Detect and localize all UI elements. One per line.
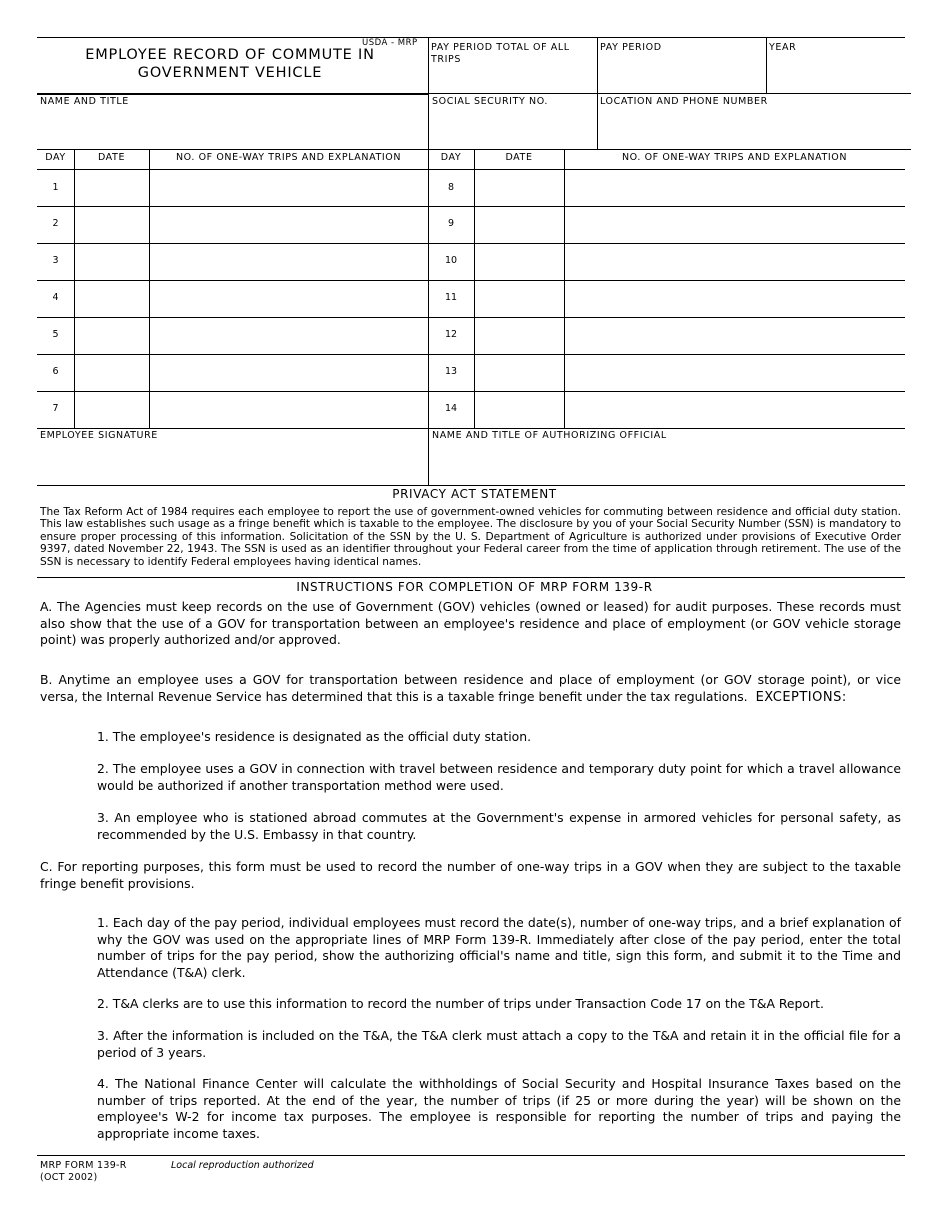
date-field[interactable] <box>475 392 563 427</box>
day-number: 9 <box>447 218 455 229</box>
instruction-para-b <box>40 672 901 706</box>
pay-period-field[interactable] <box>598 56 765 92</box>
day-number: 7 <box>52 403 59 414</box>
instruction-para-b-text: B. Anytime an employee uses a GOV for transportation between residence and place of employment (or GOV storage point), or vice versa, the Internal Revenue Service has determined that this is a taxable fringe benefit under the tax regulations. <box>40 672 901 704</box>
date-field[interactable] <box>75 355 148 390</box>
form-number <box>40 1160 127 1184</box>
date-field[interactable] <box>75 244 148 279</box>
name-title-label: NAME AND TITLE <box>40 96 129 107</box>
trips-field[interactable] <box>150 244 427 279</box>
date-field[interactable] <box>475 318 563 353</box>
pay-period-label: PAY PERIOD <box>600 42 662 53</box>
day-number: 11 <box>444 292 458 303</box>
instruction-step: 1. Each day of the pay period, individual employees must record the date(s), number of one-way trips, and a brief explanation of why the GOV was used on the appropriate lines of MRP Form 139-R. Immediately after close of the pay period, enter the total number of trips for the pay period, show the authorizing official's name and title, sign this form, and submit it to the Time and Attendance (T&A) clerk. <box>97 915 901 980</box>
form-date: (OCT 2002) <box>40 1172 98 1183</box>
date-field[interactable] <box>475 170 563 205</box>
trips-field[interactable] <box>565 392 904 427</box>
day-number: 14 <box>444 403 458 414</box>
location-phone-field[interactable] <box>598 110 904 148</box>
date-field[interactable] <box>75 392 148 427</box>
day-number: 5 <box>52 329 59 340</box>
trips-field[interactable] <box>565 318 904 353</box>
day-number: 3 <box>52 255 59 266</box>
agency-code: USDA - MRP <box>362 38 418 48</box>
trips-field[interactable] <box>150 355 427 390</box>
trips-field[interactable] <box>565 355 904 390</box>
trips-field[interactable] <box>565 244 904 279</box>
date-field[interactable] <box>75 207 148 242</box>
exception-item: 2. The employee uses a GOV in connection with travel between residence and temporary duty point for which a travel allowance would be authorized if another transportation method were used. <box>97 761 901 793</box>
day-number: 12 <box>444 329 458 340</box>
exception-item: 3. An employee who is stationed abroad commutes at the Government's expense in armored vehicles for personal safety, as recommended by the U.S. Embassy in that country. <box>97 810 901 842</box>
pay-period-total-label: PAY PERIOD TOTAL OF ALL TRIPS <box>431 42 570 65</box>
col-header-date-left: DATE <box>97 152 126 163</box>
trips-field[interactable] <box>565 281 904 316</box>
instruction-para-a: A. The Agencies must keep records on the use of Government (GOV) vehicles (owned or leased) for audit purposes. These records must also show that the use of a GOV for transportation between an employee's residence and place of employment (or GOV vehicle storage point) was properly authorized and/or approved. <box>40 599 901 647</box>
col-header-day-right: DAY <box>440 152 462 163</box>
instruction-step: 3. After the information is included on the T&A, the T&A clerk must attach a copy to the T&A and retain it in the official file for a period of 3 years. <box>97 1028 901 1060</box>
date-field[interactable] <box>475 281 563 316</box>
ssn-field[interactable] <box>429 110 596 148</box>
date-field[interactable] <box>475 244 563 279</box>
day-number: 2 <box>52 218 59 229</box>
instruction-step: 4. The National Finance Center will calculate the withholdings of Social Security and Hospital Insurance Taxes based on the number of trips reported. At the end of the year, the number of trips (if 25 or more during the year) will be shown on the employee's W-2 for income tax purposes. The employee is responsible for reporting the number of trips and paying the appropriate income taxes. <box>97 1076 901 1141</box>
date-field[interactable] <box>75 318 148 353</box>
trips-field[interactable] <box>150 281 427 316</box>
employee-signature-field[interactable] <box>38 444 427 484</box>
col-header-trips-left: NO. OF ONE-WAY TRIPS AND EXPLANATION <box>175 152 402 163</box>
year-field[interactable] <box>767 56 904 92</box>
date-field[interactable] <box>475 207 563 242</box>
exceptions-label: EXCEPTIONS: <box>755 689 847 705</box>
col-header-day-left: DAY <box>45 152 66 163</box>
employee-signature-label: EMPLOYEE SIGNATURE <box>40 430 158 441</box>
day-number: 1 <box>52 182 59 193</box>
trips-field[interactable] <box>150 318 427 353</box>
instructions-title: INSTRUCTIONS FOR COMPLETION OF MRP FORM 139-R <box>296 580 653 594</box>
trips-field[interactable] <box>150 207 427 242</box>
trips-field[interactable] <box>565 207 904 242</box>
form-number-text: MRP FORM 139-R <box>40 1160 127 1171</box>
col-header-trips-right: NO. OF ONE-WAY TRIPS AND EXPLANATION <box>621 152 848 163</box>
instruction-step: 2. T&A clerks are to use this information to record the number of trips under Transaction Code 17 on the T&A Report. <box>97 996 824 1011</box>
date-field[interactable] <box>75 281 148 316</box>
trips-field[interactable] <box>150 170 427 205</box>
location-phone-label: LOCATION AND PHONE NUMBER <box>600 96 768 107</box>
reproduction-note: Local reproduction authorized <box>171 1160 314 1171</box>
day-number: 4 <box>52 292 59 303</box>
form-title: EMPLOYEE RECORD OF COMMUTE IN GOVERNMENT VEHICLE <box>85 47 375 81</box>
trips-field[interactable] <box>565 170 904 205</box>
authorizing-official-field[interactable] <box>429 444 904 484</box>
name-title-field[interactable] <box>38 110 427 148</box>
authorizing-official-label: NAME AND TITLE OF AUTHORIZING OFFICIAL <box>432 430 667 441</box>
day-number: 8 <box>447 182 455 193</box>
col-header-date-right: DATE <box>505 152 533 163</box>
exception-item: 1. The employee's residence is designated as the official duty station. <box>97 729 532 744</box>
instruction-para-c: C. For reporting purposes, this form must be used to record the number of one-way trips in a GOV when they are subject to the taxable fringe benefit provisions. <box>40 859 901 891</box>
day-number: 6 <box>52 366 59 377</box>
privacy-act-text: The Tax Reform Act of 1984 requires each employee to report the use of government-owned vehicles for commuting between residence and official duty station. This law establishes such usage as a fringe benefit which is taxable to the employee. The disclosure by you of your Social Security Number (SSN) is mandatory to ensure proper processing of this information. Solicitation of the SSN by the U. S. Department of Agriculture is authorized under provisions of Executive Order 9397, dated November 22, 1943. The SSN is used as an identifier throughout your Federal career from the time of application through retirement. The use of the SSN is necessary to identify Federal employees having identical names. <box>40 506 901 568</box>
trips-field[interactable] <box>150 392 427 427</box>
year-label: YEAR <box>769 42 797 53</box>
day-number: 13 <box>444 366 458 377</box>
pay-period-total-field[interactable] <box>429 66 596 92</box>
privacy-act-title: PRIVACY ACT STATEMENT <box>392 487 557 501</box>
ssn-label: SOCIAL SECURITY NO. <box>432 96 549 107</box>
date-field[interactable] <box>75 170 148 205</box>
date-field[interactable] <box>475 355 563 390</box>
day-number: 10 <box>444 255 458 266</box>
